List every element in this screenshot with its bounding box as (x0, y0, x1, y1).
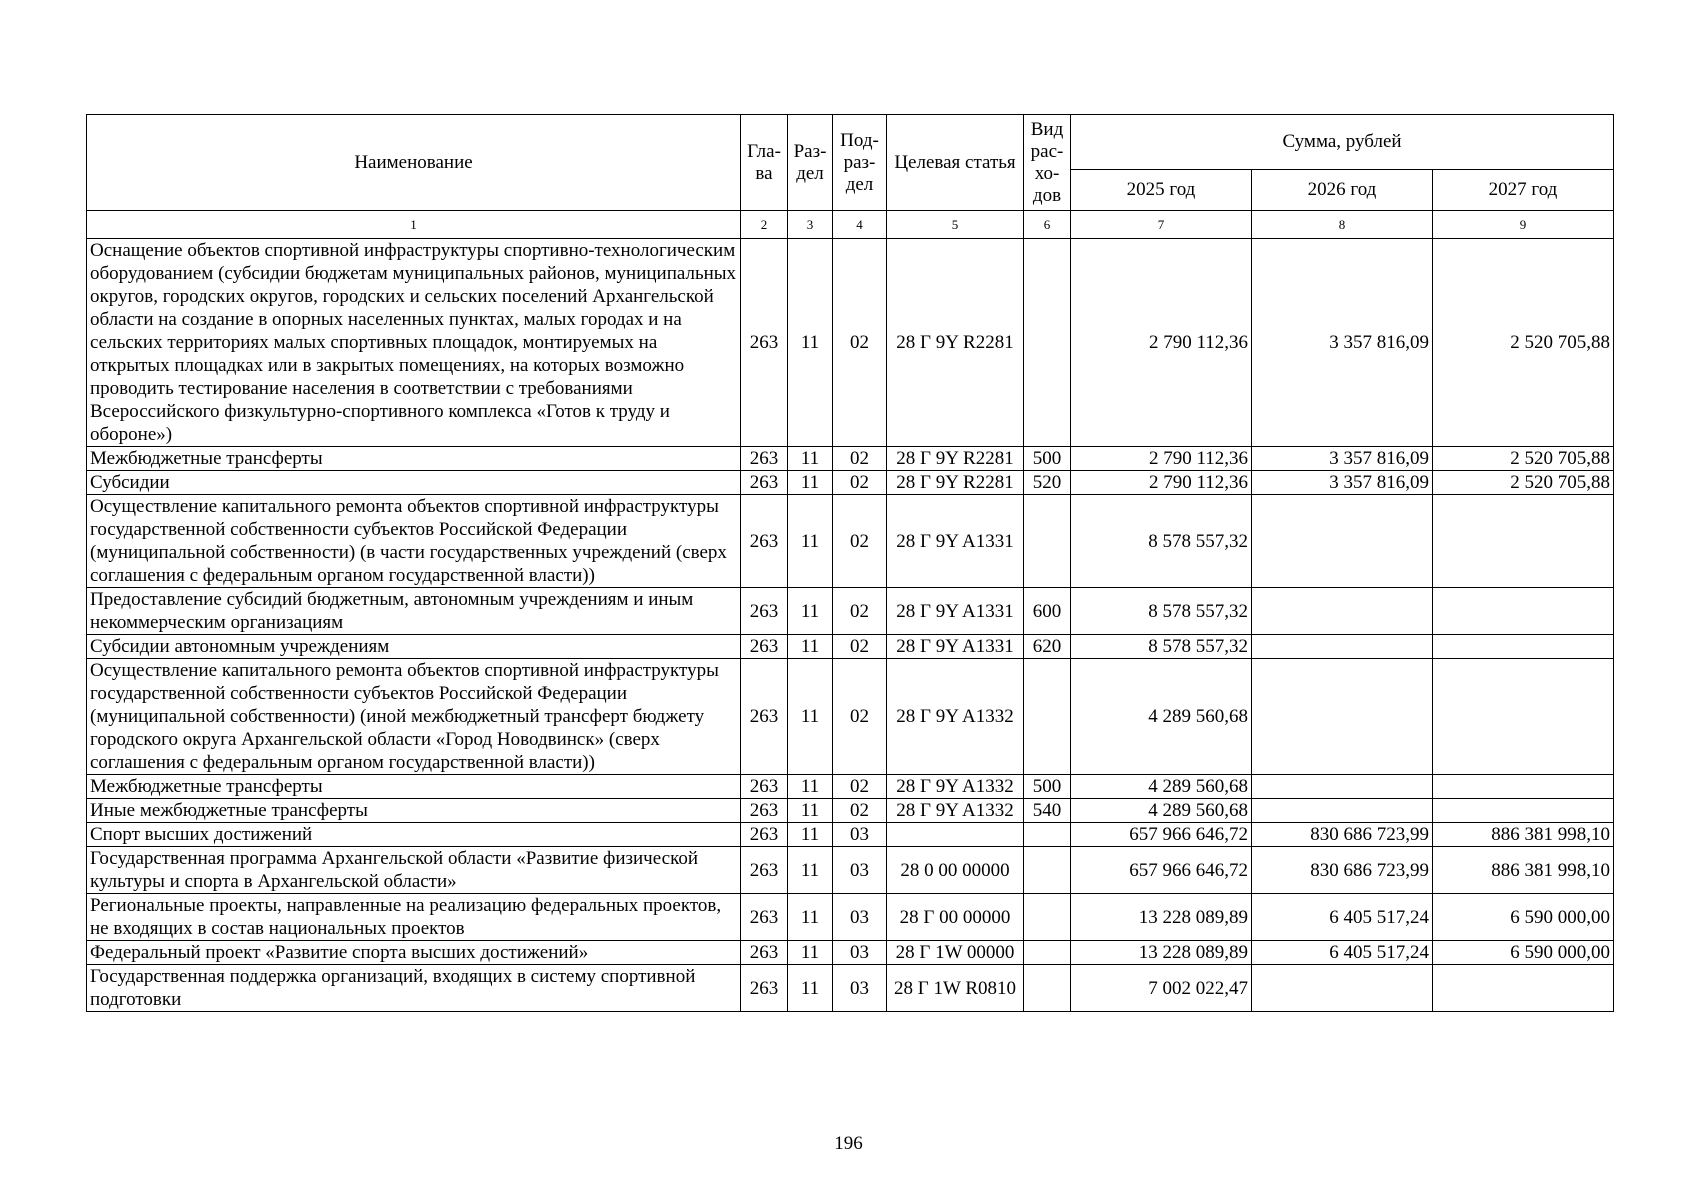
table-row (87, 847, 1614, 894)
header-target: Целевая статья (887, 115, 1024, 211)
row-target: 28 Г 00 00000 (887, 894, 1024, 941)
row-name: Межбюджетные трансферты (87, 447, 741, 471)
column-number: 6 (1024, 211, 1071, 239)
table-row (87, 775, 1614, 799)
row-target: 28 0 00 00000 (887, 847, 1024, 894)
row-sum-2026: 3 357 816,09 (1252, 447, 1433, 471)
column-number: 7 (1071, 211, 1252, 239)
header-podrazdel: Под-раз-дел (833, 115, 887, 211)
row-sum-2026: 6 405 517,24 (1252, 941, 1433, 965)
row-sum-2025: 2 790 112,36 (1071, 471, 1252, 495)
row-razdel: 11 (788, 239, 833, 447)
row-sum-2025: 657 966 646,72 (1071, 823, 1252, 847)
table-row (87, 447, 1614, 471)
table-row (87, 799, 1614, 823)
row-target: 28 Г 1W 00000 (887, 941, 1024, 965)
row-razdel: 11 (788, 799, 833, 823)
row-razdel: 11 (788, 495, 833, 588)
table-row (87, 941, 1614, 965)
row-glava: 263 (741, 823, 788, 847)
row-sum-2025: 8 578 557,32 (1071, 635, 1252, 659)
row-name: Региональные проекты, направленные на реализацию федеральных проектов, не входящих в состав национальных проектов (87, 894, 741, 941)
row-name: Субсидии автономным учреждениям (87, 635, 741, 659)
row-sum-2026: 830 686 723,99 (1252, 823, 1433, 847)
row-target: 28 Г 9Y A1332 (887, 659, 1024, 775)
row-podrazdel: 02 (833, 799, 887, 823)
page-number: 196 (834, 1133, 863, 1154)
row-sum-2026: 6 405 517,24 (1252, 894, 1433, 941)
row-vid: 600 (1024, 588, 1071, 635)
row-name: Субсидии (87, 471, 741, 495)
row-razdel: 11 (788, 775, 833, 799)
header-vid: Вид рас-хо-дов (1024, 115, 1071, 211)
row-glava: 263 (741, 239, 788, 447)
row-razdel: 11 (788, 965, 833, 1012)
table-row (87, 471, 1614, 495)
header-year-2027: 2027 год (1433, 170, 1614, 211)
row-glava: 263 (741, 471, 788, 495)
row-glava: 263 (741, 799, 788, 823)
row-razdel: 11 (788, 635, 833, 659)
row-sum-2027 (1433, 965, 1614, 1012)
row-sum-2026 (1252, 799, 1433, 823)
column-number: 9 (1433, 211, 1614, 239)
table-row (87, 495, 1614, 588)
row-target: 28 Г 9Y A1331 (887, 588, 1024, 635)
row-glava: 263 (741, 941, 788, 965)
header-year-2026: 2026 год (1252, 170, 1433, 211)
row-podrazdel: 03 (833, 847, 887, 894)
row-name: Спорт высших достижений (87, 823, 741, 847)
row-sum-2025: 7 002 022,47 (1071, 965, 1252, 1012)
row-vid: 520 (1024, 471, 1071, 495)
column-number: 2 (741, 211, 788, 239)
budget-table (86, 114, 1614, 1012)
row-sum-2027 (1433, 635, 1614, 659)
row-glava: 263 (741, 495, 788, 588)
row-sum-2027 (1433, 659, 1614, 775)
row-sum-2027: 886 381 998,10 (1433, 823, 1614, 847)
row-sum-2025: 2 790 112,36 (1071, 239, 1252, 447)
row-glava: 263 (741, 775, 788, 799)
row-sum-2027 (1433, 588, 1614, 635)
row-target: 28 Г 9Y A1332 (887, 775, 1024, 799)
row-vid (1024, 239, 1071, 447)
row-podrazdel: 03 (833, 965, 887, 1012)
row-podrazdel: 02 (833, 659, 887, 775)
row-sum-2027: 6 590 000,00 (1433, 894, 1614, 941)
row-sum-2025: 4 289 560,68 (1071, 799, 1252, 823)
header-sum: Сумма, рублей (1071, 115, 1614, 170)
row-podrazdel: 02 (833, 495, 887, 588)
row-razdel: 11 (788, 941, 833, 965)
row-vid (1024, 847, 1071, 894)
column-number-row (87, 211, 1614, 239)
row-razdel: 11 (788, 588, 833, 635)
row-name: Осуществление капитального ремонта объектов спортивной инфраструктуры государственной собственности субъектов Российской Федерации (муниципальной собственности) (в части государственных учреждений (сверх соглашения с федеральным органом государственной власти)) (87, 495, 741, 588)
header-razdel: Раз-дел (788, 115, 833, 211)
row-podrazdel: 02 (833, 447, 887, 471)
row-sum-2026 (1252, 588, 1433, 635)
column-number: 5 (887, 211, 1024, 239)
row-glava: 263 (741, 588, 788, 635)
row-vid: 500 (1024, 447, 1071, 471)
row-vid (1024, 659, 1071, 775)
row-razdel: 11 (788, 847, 833, 894)
table-row (87, 965, 1614, 1012)
row-podrazdel: 02 (833, 588, 887, 635)
row-sum-2027 (1433, 495, 1614, 588)
table-row (87, 239, 1614, 447)
row-vid (1024, 965, 1071, 1012)
row-sum-2026: 3 357 816,09 (1252, 239, 1433, 447)
row-glava: 263 (741, 894, 788, 941)
row-podrazdel: 03 (833, 823, 887, 847)
column-number: 8 (1252, 211, 1433, 239)
row-glava: 263 (741, 635, 788, 659)
row-target: 28 Г 9Y R2281 (887, 447, 1024, 471)
row-sum-2027: 6 590 000,00 (1433, 941, 1614, 965)
table-row (87, 894, 1614, 941)
table-body (87, 211, 1614, 1012)
table-row (87, 635, 1614, 659)
row-sum-2025: 657 966 646,72 (1071, 847, 1252, 894)
row-sum-2025: 4 289 560,68 (1071, 775, 1252, 799)
row-glava: 263 (741, 965, 788, 1012)
row-target: 28 Г 9Y A1332 (887, 799, 1024, 823)
row-vid (1024, 823, 1071, 847)
row-razdel: 11 (788, 447, 833, 471)
table-row (87, 823, 1614, 847)
table-row (87, 659, 1614, 775)
header-name: Наименование (87, 115, 741, 211)
row-podrazdel: 03 (833, 894, 887, 941)
row-sum-2025: 8 578 557,32 (1071, 495, 1252, 588)
row-sum-2026 (1252, 495, 1433, 588)
column-number: 4 (833, 211, 887, 239)
row-vid (1024, 941, 1071, 965)
row-sum-2026: 830 686 723,99 (1252, 847, 1433, 894)
row-razdel: 11 (788, 659, 833, 775)
row-sum-2025: 2 790 112,36 (1071, 447, 1252, 471)
header-glava: Гла-ва (741, 115, 788, 211)
row-vid (1024, 495, 1071, 588)
row-podrazdel: 03 (833, 941, 887, 965)
row-sum-2027: 2 520 705,88 (1433, 471, 1614, 495)
row-name: Федеральный проект «Развитие спорта высших достижений» (87, 941, 741, 965)
header-year-2025: 2025 год (1071, 170, 1252, 211)
row-sum-2026: 3 357 816,09 (1252, 471, 1433, 495)
table-row (87, 588, 1614, 635)
row-razdel: 11 (788, 823, 833, 847)
row-name: Иные межбюджетные трансферты (87, 799, 741, 823)
row-sum-2025: 8 578 557,32 (1071, 588, 1252, 635)
row-vid: 620 (1024, 635, 1071, 659)
row-sum-2026 (1252, 775, 1433, 799)
row-sum-2026 (1252, 635, 1433, 659)
row-sum-2025: 4 289 560,68 (1071, 659, 1252, 775)
row-podrazdel: 02 (833, 471, 887, 495)
row-sum-2027: 2 520 705,88 (1433, 447, 1614, 471)
table-header (87, 115, 1614, 211)
row-glava: 263 (741, 447, 788, 471)
row-podrazdel: 02 (833, 239, 887, 447)
row-target: 28 Г 9Y A1331 (887, 495, 1024, 588)
row-name: Межбюджетные трансферты (87, 775, 741, 799)
row-name: Предоставление субсидий бюджетным, автономным учреждениям и иным некоммерческим организациям (87, 588, 741, 635)
row-sum-2027 (1433, 775, 1614, 799)
row-sum-2026 (1252, 965, 1433, 1012)
row-sum-2025: 13 228 089,89 (1071, 941, 1252, 965)
column-number: 3 (788, 211, 833, 239)
row-vid: 540 (1024, 799, 1071, 823)
column-number: 1 (87, 211, 741, 239)
row-glava: 263 (741, 659, 788, 775)
row-sum-2026 (1252, 659, 1433, 775)
row-name: Государственная программа Архангельской области «Развитие физической культуры и спорта в Архангельской области» (87, 847, 741, 894)
row-podrazdel: 02 (833, 775, 887, 799)
row-target: 28 Г 1W R0810 (887, 965, 1024, 1012)
row-razdel: 11 (788, 471, 833, 495)
row-target: 28 Г 9Y R2281 (887, 471, 1024, 495)
row-podrazdel: 02 (833, 635, 887, 659)
row-vid: 500 (1024, 775, 1071, 799)
row-razdel: 11 (788, 894, 833, 941)
row-name: Осуществление капитального ремонта объектов спортивной инфраструктуры государственной собственности субъектов Российской Федерации (муниципальной собственности) (иной межбюджетный трансферт бюджету городского округа Архангельской области «Город Новодвинск» (сверх соглашения с федеральным органом государственной власти)) (87, 659, 741, 775)
row-sum-2027: 2 520 705,88 (1433, 239, 1614, 447)
row-target: 28 Г 9Y A1331 (887, 635, 1024, 659)
row-name: Государственная поддержка организаций, входящих в систему спортивной подготовки (87, 965, 741, 1012)
row-glava: 263 (741, 847, 788, 894)
row-sum-2027 (1433, 799, 1614, 823)
row-vid (1024, 894, 1071, 941)
row-sum-2025: 13 228 089,89 (1071, 894, 1252, 941)
row-sum-2027: 886 381 998,10 (1433, 847, 1614, 894)
row-target: 28 Г 9Y R2281 (887, 239, 1024, 447)
row-name: Оснащение объектов спортивной инфраструктуры спортивно-технологическим оборудованием (субсидии бюджетам муниципальных районов, муниципальных округов, городских округов, городских и сельских поселений Архангельской области на создание в опорных населенных пунктах, малых городах и на сельских территориях малых спортивных площадок, монтируемых на открытых площадках или в закрытых помещениях, на которых возможно проводить тестирование населения в соответствии с требованиями Всероссийского физкультурно-спортивного комплекса «Готов к труду и обороне») (87, 239, 741, 447)
row-target (887, 823, 1024, 847)
